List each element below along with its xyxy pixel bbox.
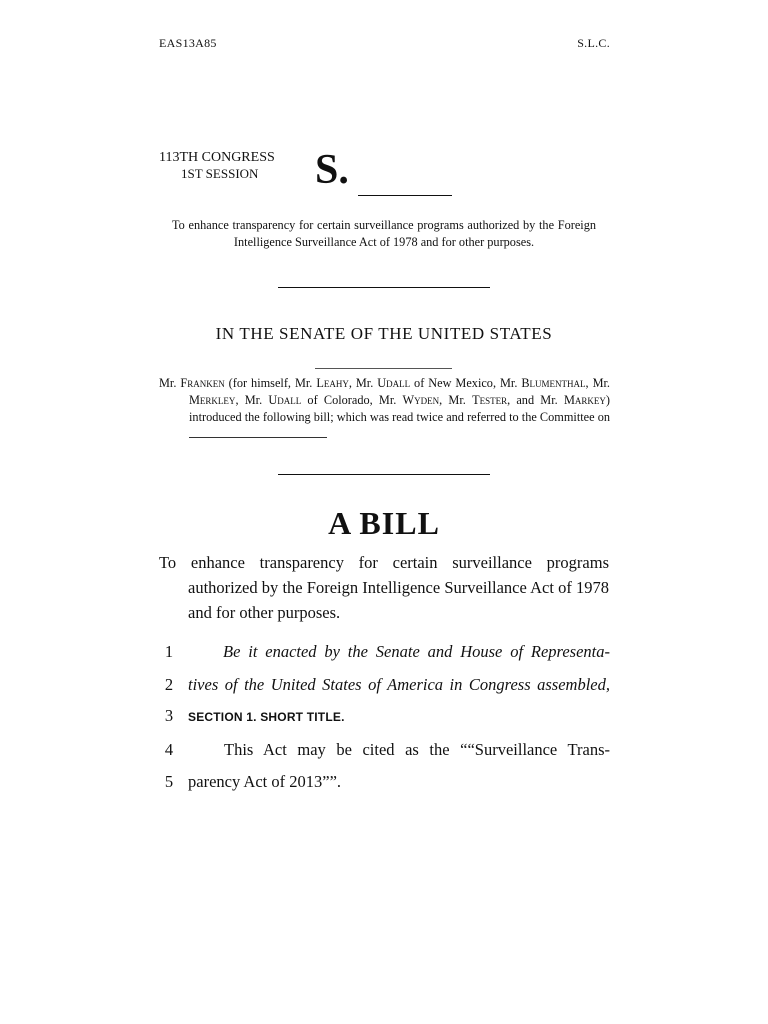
line-number: 4 xyxy=(164,740,174,759)
line-number: 2 xyxy=(164,675,174,694)
document-id: EAS13A85 xyxy=(159,36,217,50)
bill-summary: To enhance transparency for certain surveillance programs authorized by the Foreign Intelligence Surveillance Act of 1978 and for other purposes. xyxy=(172,218,596,249)
section-heading: SECTION 1. SHORT TITLE. xyxy=(188,710,345,724)
bill-number-label: S. xyxy=(315,147,349,193)
divider-rule-bottom xyxy=(278,474,490,475)
section-text-line: parency Act of 2013””. xyxy=(188,772,342,791)
office-code: S.L.C. xyxy=(577,36,610,50)
cosponsor-name: Merkley xyxy=(189,393,236,407)
cosponsor-name: Blumenthal xyxy=(521,376,586,390)
congress-session-block xyxy=(159,150,275,182)
cosponsor-name: Tester xyxy=(472,393,508,407)
sponsor-name: Franken xyxy=(180,376,225,390)
sponsors-paragraph: Mr. Franken (for himself, Mr. Leahy, Mr. Udall of New Mexico, Mr. Blumenthal, Mr. Merkley, Mr. Udall of Colorado, Mr. Wyden, Mr. Tester, and Mr. Markey) introduced the following bill; which was read twice and referred to the Committee on xyxy=(159,375,610,443)
bill-heading: A BILL xyxy=(328,505,440,541)
divider-thin xyxy=(315,368,452,369)
cosponsor-name: Udall xyxy=(377,376,411,390)
long-title: To enhance transparency for certain surveillance programs authorized by the Foreign Intelligence Surveillance Act of 1978 and for other purposes. xyxy=(159,553,609,622)
cosponsor-name: Leahy xyxy=(316,376,349,390)
cosponsor-name: Markey xyxy=(563,393,606,407)
cosponsor-name: Wyden xyxy=(402,393,440,407)
divider-rule-top xyxy=(278,287,490,288)
committee-blank xyxy=(189,428,327,438)
enacting-clause-line: Be it enacted by the Senate and House of Representa- xyxy=(223,642,610,661)
cosponsor-name: Udall xyxy=(268,393,302,407)
session-number: 1ST SESSION xyxy=(181,166,259,181)
line-number: 3 xyxy=(164,706,174,725)
line-number: 5 xyxy=(164,772,174,791)
section-text-line: This Act may be cited as the ““Surveillance Trans- xyxy=(224,740,610,759)
chamber-heading: IN THE SENATE OF THE UNITED STATES xyxy=(215,324,553,343)
line-number: 1 xyxy=(164,642,174,661)
congress-number: 113TH CONGRESS xyxy=(159,150,275,165)
enacting-clause-line: tives of the United States of America in Congress assembled, xyxy=(188,675,610,694)
bill-number-blank xyxy=(358,195,452,196)
